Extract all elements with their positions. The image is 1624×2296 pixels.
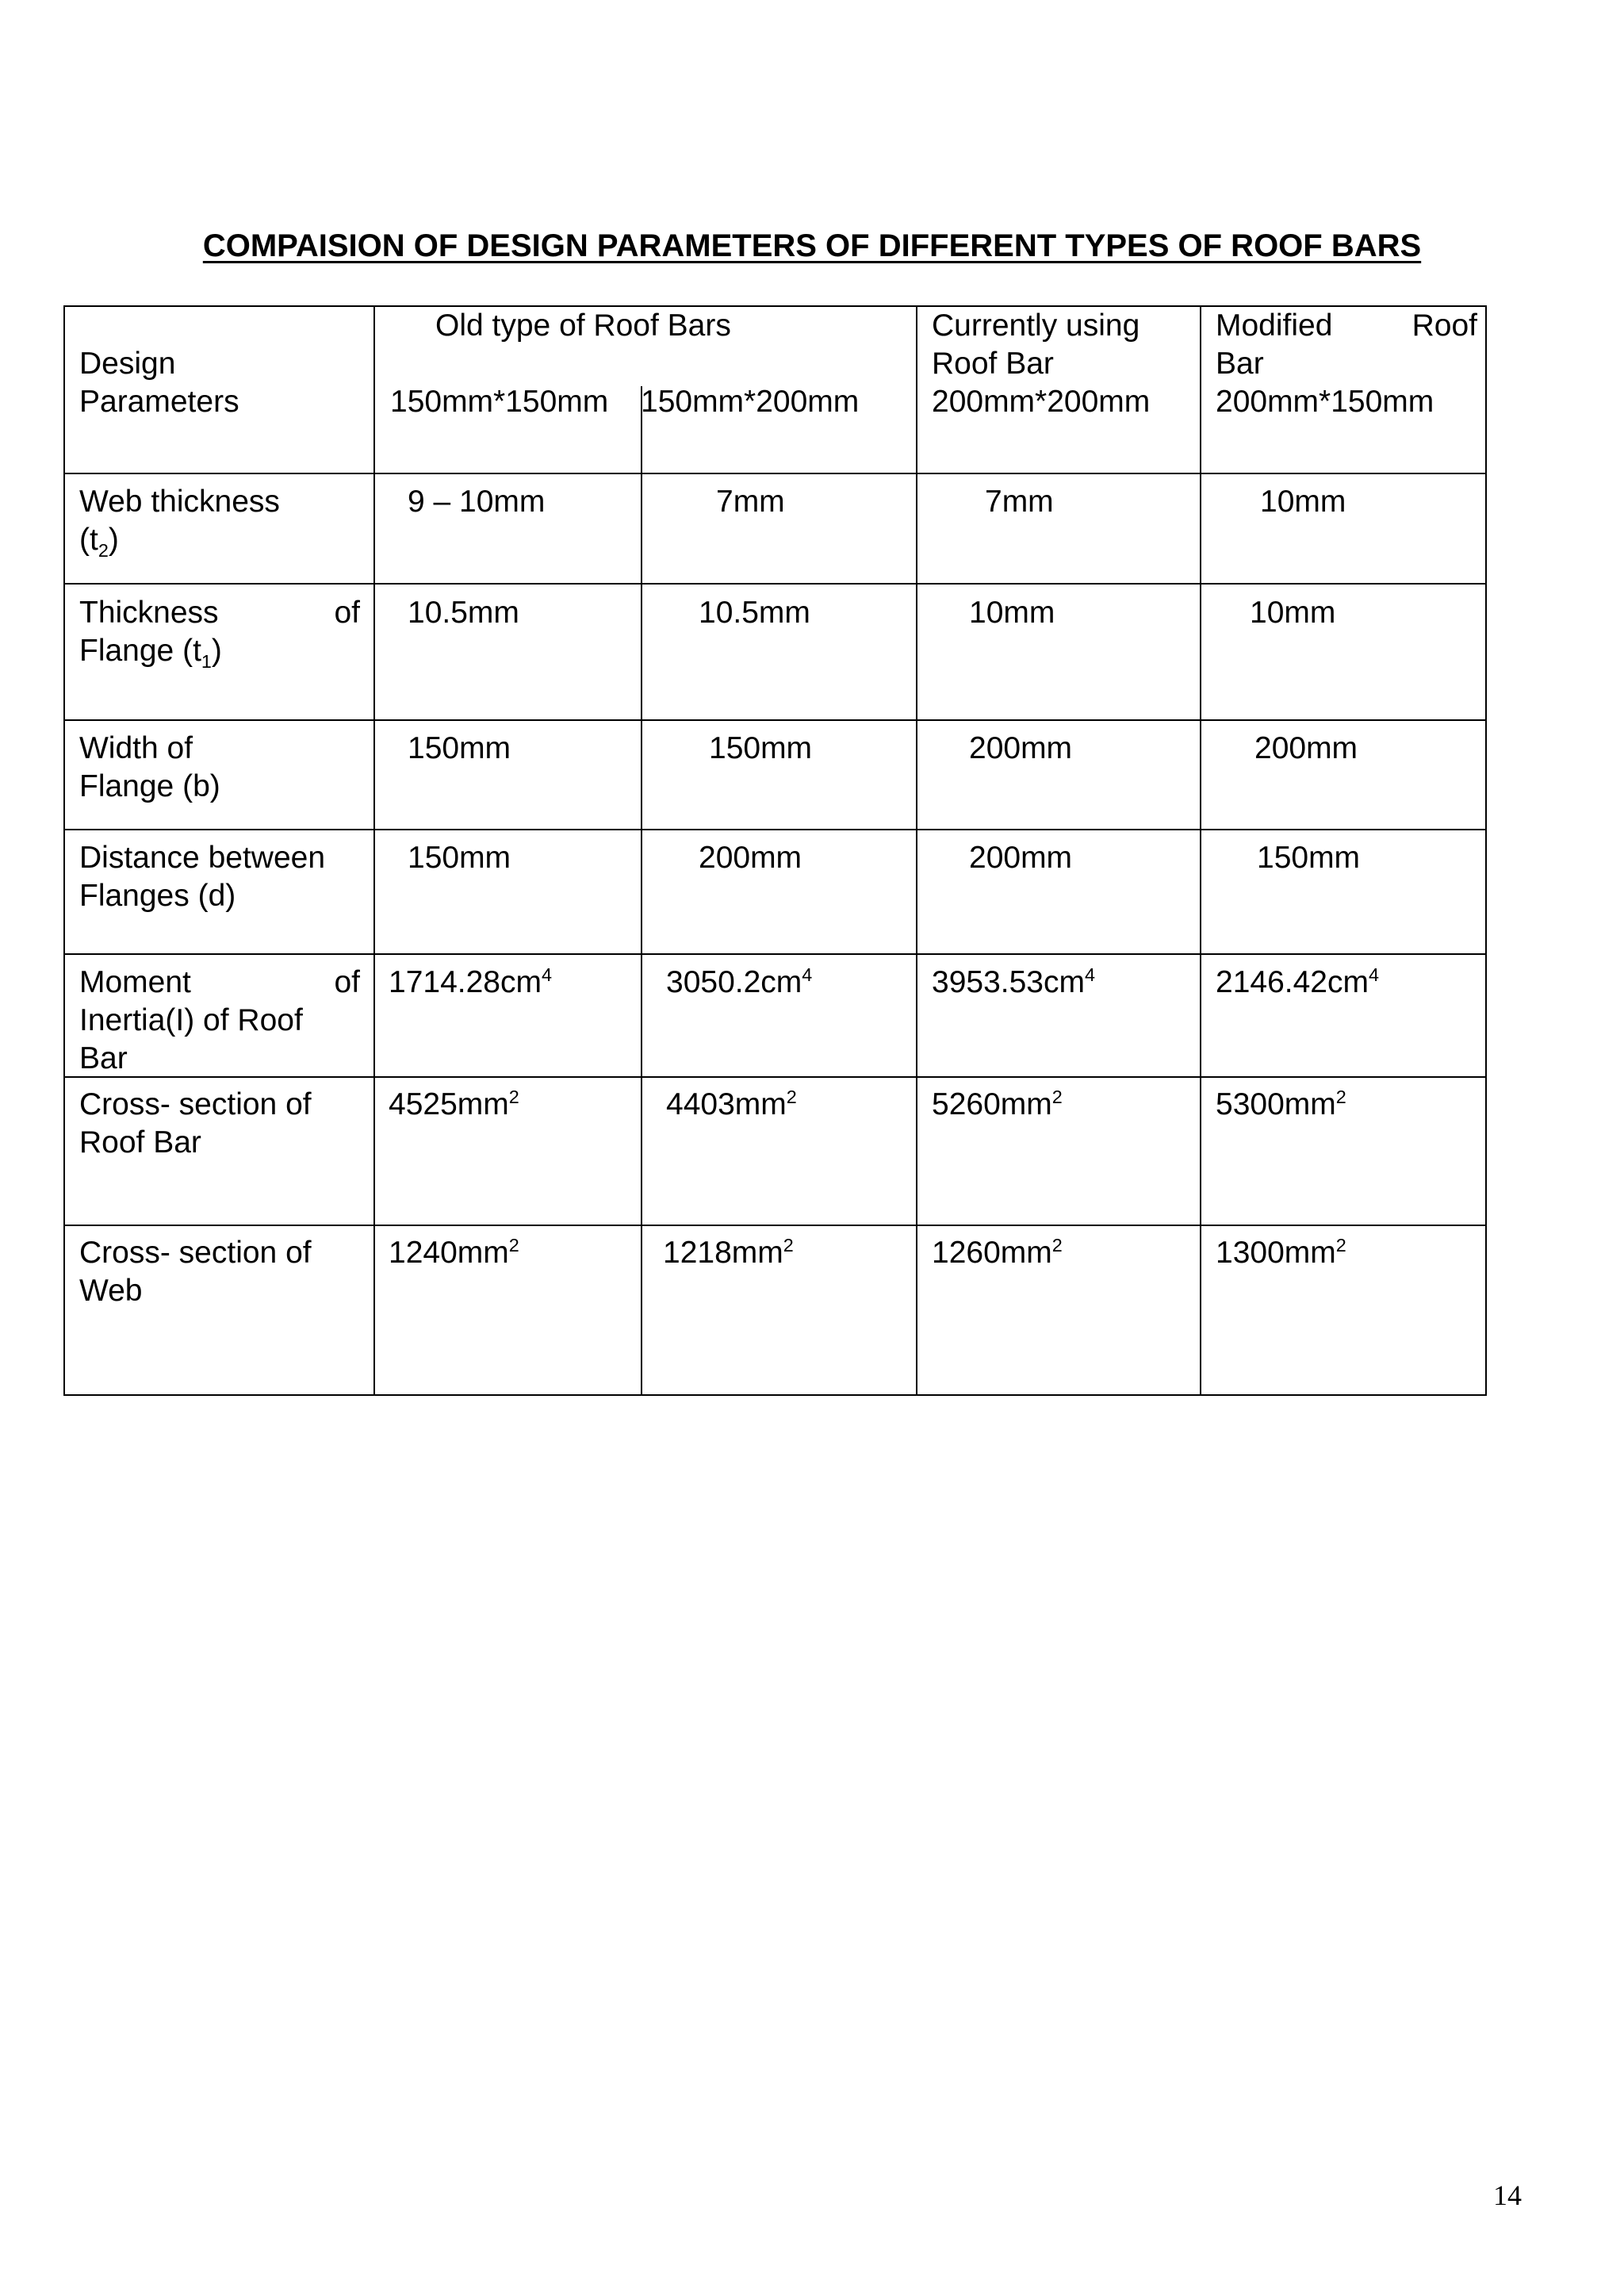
param-flange-thickness: Thickness of Flange $(t_1)$ bbox=[79, 596, 360, 672]
param-moment-of-inertia: Moment of Inertia(I) of Roof Bar bbox=[79, 965, 360, 1075]
value-cell: $1300mm^2$ bbox=[1216, 1235, 1346, 1270]
value-cell: 150mm bbox=[408, 731, 511, 765]
row-divider bbox=[65, 1225, 1485, 1226]
value-cell: 10mm bbox=[969, 596, 1055, 630]
comparison-table bbox=[63, 305, 1487, 1396]
param-flange-width: Width of Flange (b) bbox=[79, 731, 220, 803]
value-cell: 10mm bbox=[1250, 596, 1336, 630]
value-cell: 200mm bbox=[969, 731, 1073, 765]
param-web-thickness: Web thickness $(t_2)$ bbox=[79, 485, 280, 561]
page-number: 14 bbox=[1493, 2179, 1522, 2211]
value-cell: $5260mm^2$ bbox=[932, 1087, 1063, 1121]
column-divider bbox=[1200, 307, 1201, 1394]
value-cell: 150mm bbox=[1257, 841, 1361, 875]
header-old-size-a: 150mm*150mm bbox=[390, 385, 609, 419]
value-cell: $3050.2cm^4$ bbox=[666, 964, 813, 999]
param-flange-distance: Distance between Flanges (d) bbox=[79, 841, 326, 913]
value-cell: $1240mm^2$ bbox=[389, 1235, 519, 1270]
value-cell: 200mm bbox=[1254, 731, 1358, 765]
column-divider bbox=[373, 307, 375, 1394]
value-cell: 10.5mm bbox=[699, 596, 810, 630]
value-cell: $1260mm^2$ bbox=[932, 1235, 1063, 1270]
row-divider bbox=[65, 473, 1485, 474]
value-cell: $3953.53cm^4$ bbox=[932, 964, 1095, 999]
value-cell: 200mm bbox=[699, 841, 802, 875]
header-modified-roof-bar: Modified Roof Bar 200mm*150mm bbox=[1216, 309, 1477, 419]
value-cell: 9 – 10mm bbox=[408, 485, 546, 519]
header-old-size-b: 150mm*200mm bbox=[641, 385, 860, 419]
value-cell: $2146.42cm^4$ bbox=[1216, 964, 1379, 999]
value-cell: 7mm bbox=[985, 485, 1054, 519]
column-divider bbox=[916, 307, 917, 1394]
value-cell: 150mm bbox=[408, 841, 511, 875]
header-currently-using: Currently using Roof Bar 200mm*200mm bbox=[932, 309, 1151, 419]
param-cross-section-roof-bar: Cross- section of Roof Bar bbox=[79, 1087, 312, 1159]
column-divider bbox=[641, 386, 642, 1394]
value-cell: 10.5mm bbox=[408, 596, 519, 630]
header-old-type-group: Old type of Roof Bars bbox=[435, 309, 731, 343]
row-divider bbox=[65, 953, 1485, 955]
value-cell: $1218mm^2$ bbox=[663, 1235, 794, 1270]
value-cell: 150mm bbox=[709, 731, 813, 765]
header-design-parameters: Design Parameters bbox=[79, 347, 239, 419]
value-cell: 10mm bbox=[1260, 485, 1346, 519]
value-cell: $4403mm^2$ bbox=[666, 1087, 797, 1121]
value-cell: $4525mm^2$ bbox=[389, 1087, 519, 1121]
value-cell: $1714.28cm^4$ bbox=[389, 964, 552, 999]
param-cross-section-web: Cross- section of Web bbox=[79, 1236, 312, 1308]
row-divider bbox=[65, 719, 1485, 721]
value-cell: $5300mm^2$ bbox=[1216, 1087, 1346, 1121]
value-cell: 7mm bbox=[716, 485, 785, 519]
value-cell: 200mm bbox=[969, 841, 1073, 875]
page-title: COMPAISION OF DESIGN PARAMETERS OF DIFFERENT TYPES OF ROOF BARS bbox=[202, 228, 1422, 263]
row-divider bbox=[65, 829, 1485, 830]
row-divider bbox=[65, 583, 1485, 585]
